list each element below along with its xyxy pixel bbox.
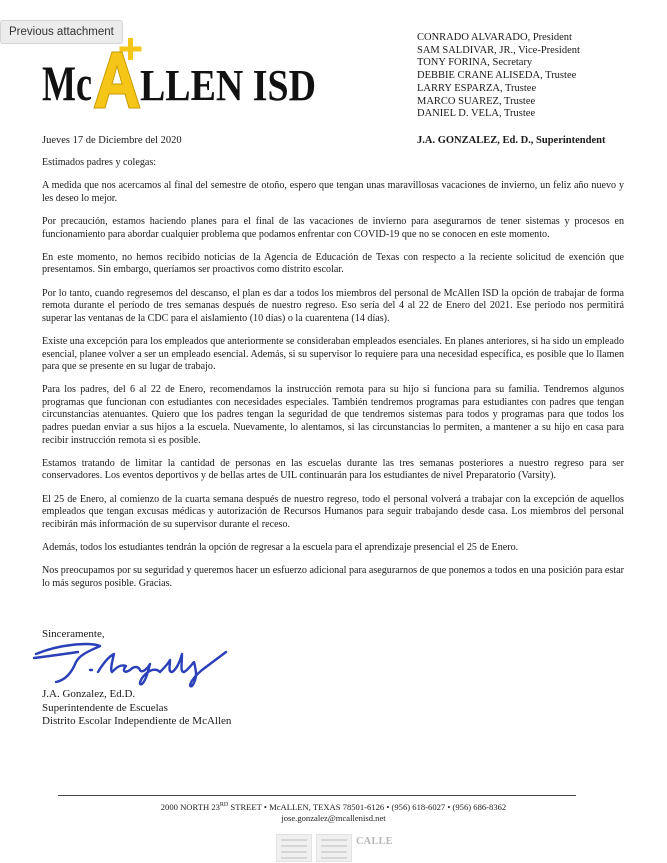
board-member: DEBBIE CRANE ALISEDA, Trustee xyxy=(417,70,577,82)
signer-block xyxy=(42,688,231,729)
logo-mc-text: Mc xyxy=(42,55,92,111)
footer-address-number: 2000 NORTH 23 xyxy=(160,801,220,812)
board-member: SAM SALDIVAR, JR., Vice-President xyxy=(417,44,580,56)
previous-attachment-button[interactable]: Previous attachment xyxy=(0,20,123,44)
letter-body xyxy=(42,157,624,601)
footer-address-line xyxy=(0,800,667,813)
letter-paragraph: En este momento, no hemos recibido noticias de la Agencia de Educación de Texas con respecto a la reciente solicitud de exención que presentamos. Sin embargo, queríamos ser proactivos como distrito escolar. xyxy=(42,251,624,276)
signer-title: Superintendente de Escuelas xyxy=(42,701,168,714)
signer-organization: Distrito Escolar Independiente de McAllen xyxy=(42,715,232,727)
letter-paragraph: Nos preocupamos por su seguridad y queremos hacer un esfuerzo adicional para asegurarnos de que ponemos a todos en una posición para estar lo más seguros posible. Gracias. xyxy=(42,565,624,589)
footer-badges xyxy=(276,834,406,860)
board-member: MARCO SUAREZ, Trustee xyxy=(417,95,536,107)
certificate-icon xyxy=(316,834,352,862)
board-member: CONRADO ALVARADO, President xyxy=(417,32,572,43)
board-member: DANIEL D. VELA, Trustee xyxy=(417,108,536,120)
footer-divider xyxy=(58,795,576,796)
board-members-list xyxy=(417,32,580,121)
board-member: LARRY ESPARZA, Trustee xyxy=(417,82,537,94)
letter-paragraph: Por lo tanto, cuando regresemos del descanso, el plan es dar a todos los miembros del personal de McAllen ISD la opción de trabajar de forma remota durante el período de tres semanas después de nuestro regreso. Eso sería del 4 al 22 de Enero del 2021. Ese período nos permitirá superar las ventanas de la CDC para el aislamiento (10 días) o la cuarentena (14 días). xyxy=(42,287,624,324)
letter-greeting: Estimados padres y colegas: xyxy=(42,157,157,168)
letter-closing: Sinceramente, xyxy=(42,628,105,640)
board-member: TONY FORINA, Secretary xyxy=(417,57,533,69)
footer-address xyxy=(0,800,667,825)
logo-a-plus-icon xyxy=(94,38,142,108)
logo-llen-isd-text: LLEN ISD xyxy=(140,61,316,110)
letter-paragraph: Para los padres, del 6 al 22 de Enero, recomendamos la instrucción remota para su hijo si funciona para su familia. Tendremos algunos programas que funcionan con estudiantes con necesidades especiales. También tendremos programas para estudiantes con padres que tengan circunstancias atenuantes. Quiero que los padres tengan la seguridad de que tendremos sistemas para todos y programas para que todos los padres puedan enviar a sus hijos a la escuela. Nuevamente, lo alentamos, si las circunstancias lo permiten, a mantener a su hijo en casa para recibir instrucción remota si es posible. xyxy=(42,384,624,446)
letter-paragraph: Por precaución, estamos haciendo planes para el final de las vacaciones de invierno para asegurarnos de tener sistemas y procesos en funcionamiento para abordar cualquier problema que podamos enfrentar con COVID-19 que no se conocen en este momento. xyxy=(42,215,624,240)
letter-paragraph: Estamos tratando de limitar la cantidad de personas en las escuelas durante las tres semanas posteriores a nuestro regreso para ser conservadores. Los eventos deportivos y de bellas artes de UIL continuarán para los estudiantes de nivel Preparatorio (Varsity). xyxy=(42,457,624,482)
footer-address-suffix: RD xyxy=(219,802,229,808)
footer-email: jose.gonzalez@mcallenisd.net xyxy=(281,813,386,824)
letter-date: Jueves 17 de Diciembre del 2020 xyxy=(42,135,182,146)
signer-name: J.A. Gonzalez, Ed.D. xyxy=(42,688,136,700)
letter-paragraph: El 25 de Enero, al comienzo de la cuarta semana después de nuestro regreso, todo el personal volverá a trabajar con la excepción de aquellos empleados que tengan excusas médicas y autorización de Recursos Humanos para seguir trabajando desde casa. Los miembros del personal recibirán más información de su supervisor durante el receso. xyxy=(42,493,624,530)
letter-paragraph: A medida que nos acercamos al final del semestre de otoño, espero que tengan unas maravillosas vacaciones de invierno, un feliz año nuevo y les deseo lo mejor. xyxy=(42,180,624,204)
certificate-icon xyxy=(276,834,312,862)
signature-image xyxy=(30,632,230,688)
superintendent-heading: J.A. GONZALEZ, Ed. D., Superintendent xyxy=(417,135,606,146)
letter-paragraph: Además, todos los estudiantes tendrán la opción de regresar a la escuela para el aprendizaje presencial el 25 de Enero. xyxy=(42,542,519,553)
letter-paragraph: Existe una excepción para los empleados que anteriormente se consideraban empleados esenciales. En planes anteriores, si ha sido un empleado esencial, planee volver a ser un empleado esencial. Además, si su supervisor lo requiere para una necesidad específica, es posible que lo llamen para que se presente en su lugar de trabajo. xyxy=(42,335,624,373)
footer-address-rest: STREET • McALLEN, TEXAS 78501-6126 • (956) 618-6027 • (956) 686-8362 xyxy=(228,801,507,812)
footer-badge-logo: CALLE xyxy=(356,836,393,847)
mcallen-isd-logo xyxy=(42,36,317,122)
